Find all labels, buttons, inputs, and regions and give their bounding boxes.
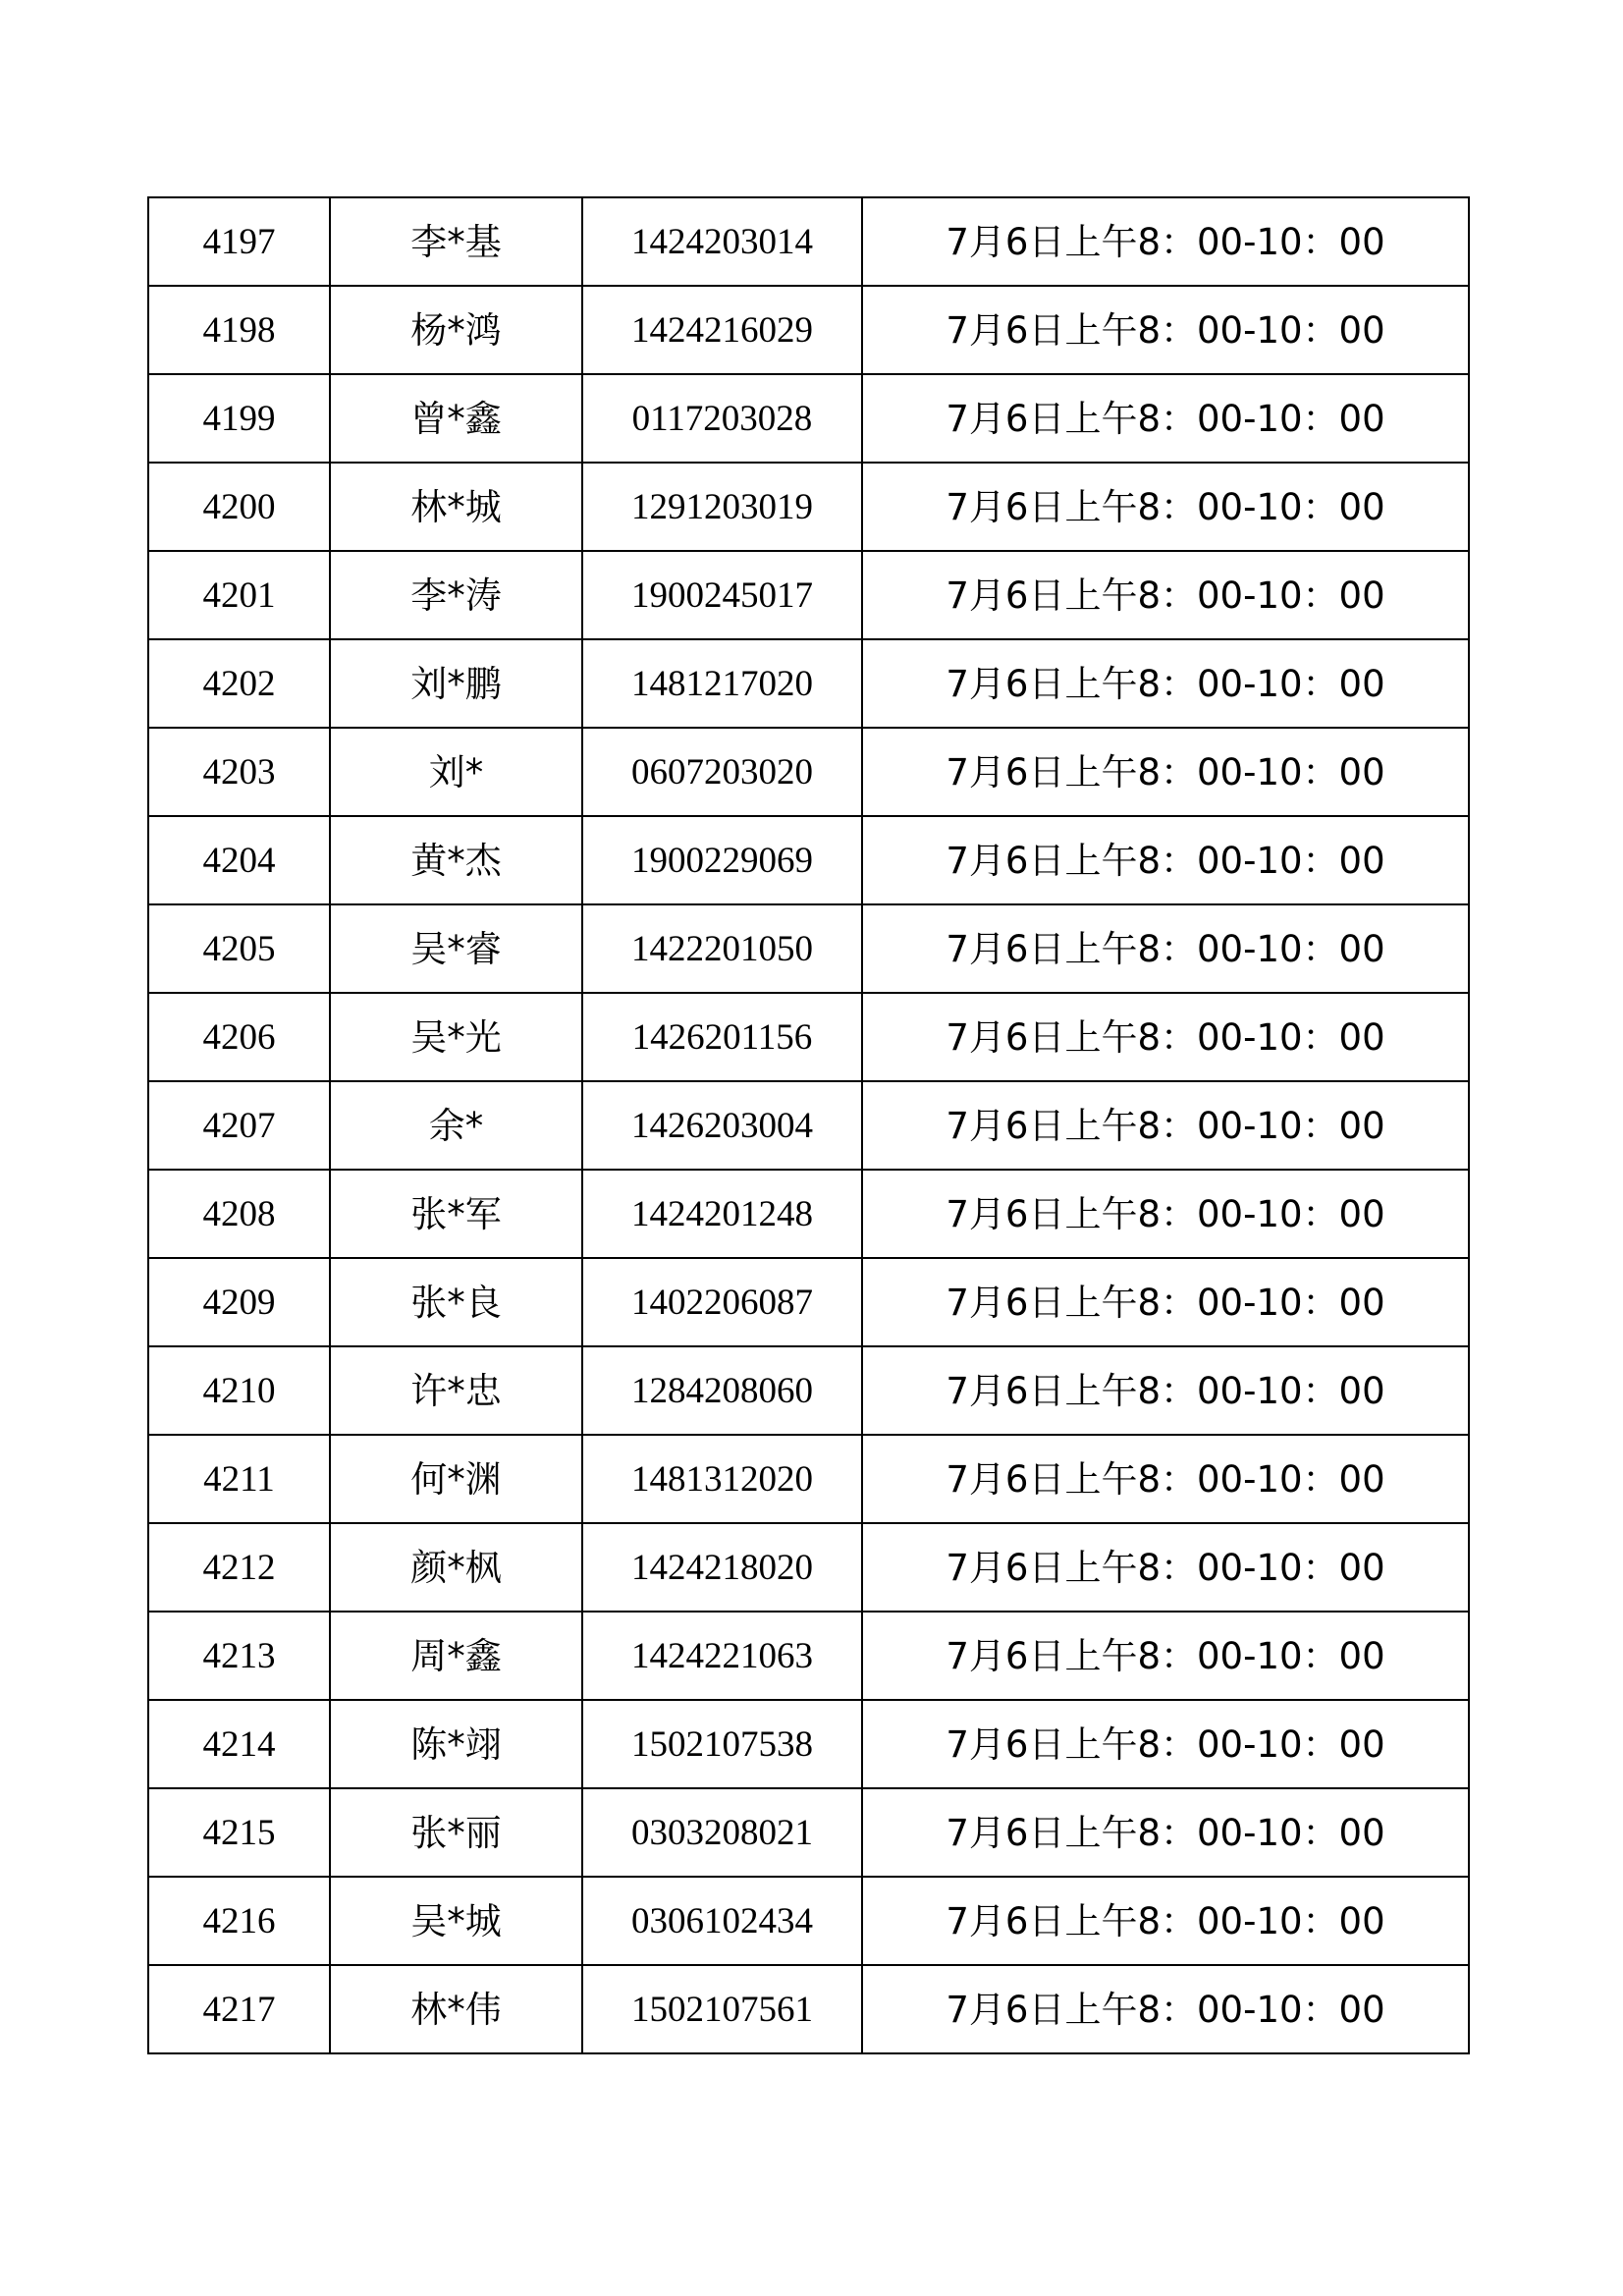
name-cell: 林*伟 [330, 1965, 582, 2053]
student-id-cell: 1424201248 [582, 1170, 862, 1258]
row-number-cell: 4210 [148, 1346, 330, 1435]
exam-time-cell: 7月6日上午8：00-10：00 [862, 1081, 1469, 1170]
student-id-cell: 1422201050 [582, 904, 862, 993]
row-number-cell: 4213 [148, 1612, 330, 1700]
name-cell: 陈*翊 [330, 1700, 582, 1788]
exam-time-cell: 7月6日上午8：00-10：00 [862, 197, 1469, 286]
table-row [148, 1258, 1469, 1346]
name-cell: 李*基 [330, 197, 582, 286]
student-id-cell: 0306102434 [582, 1877, 862, 1965]
student-id-cell: 0117203028 [582, 374, 862, 463]
exam-time-cell: 7月6日上午8：00-10：00 [862, 1788, 1469, 1877]
student-id-cell: 1426201156 [582, 993, 862, 1081]
exam-time-cell: 7月6日上午8：00-10：00 [862, 728, 1469, 816]
table-row [148, 1700, 1469, 1788]
exam-time-cell: 7月6日上午8：00-10：00 [862, 1612, 1469, 1700]
table-row [148, 1612, 1469, 1700]
name-cell: 曾*鑫 [330, 374, 582, 463]
row-number-cell: 4202 [148, 639, 330, 728]
row-number-cell: 4205 [148, 904, 330, 993]
exam-time-cell: 7月6日上午8：00-10：00 [862, 374, 1469, 463]
table-row [148, 1081, 1469, 1170]
row-number-cell: 4198 [148, 286, 330, 374]
name-cell: 周*鑫 [330, 1612, 582, 1700]
row-number-cell: 4200 [148, 463, 330, 551]
student-id-cell: 1424221063 [582, 1612, 862, 1700]
exam-time-cell: 7月6日上午8：00-10：00 [862, 463, 1469, 551]
student-id-cell: 1502107561 [582, 1965, 862, 2053]
student-id-cell: 1502107538 [582, 1700, 862, 1788]
exam-time-cell: 7月6日上午8：00-10：00 [862, 1435, 1469, 1523]
name-cell: 吴*光 [330, 993, 582, 1081]
exam-time-cell: 7月6日上午8：00-10：00 [862, 1523, 1469, 1612]
row-number-cell: 4216 [148, 1877, 330, 1965]
row-number-cell: 4217 [148, 1965, 330, 2053]
exam-time-cell: 7月6日上午8：00-10：00 [862, 1877, 1469, 1965]
exam-time-cell: 7月6日上午8：00-10：00 [862, 286, 1469, 374]
name-cell: 余* [330, 1081, 582, 1170]
student-id-cell: 1900245017 [582, 551, 862, 639]
row-number-cell: 4214 [148, 1700, 330, 1788]
name-cell: 张*丽 [330, 1788, 582, 1877]
student-id-cell: 0607203020 [582, 728, 862, 816]
table-row [148, 374, 1469, 463]
exam-time-cell: 7月6日上午8：00-10：00 [862, 639, 1469, 728]
row-number-cell: 4215 [148, 1788, 330, 1877]
name-cell: 刘* [330, 728, 582, 816]
student-id-cell: 1424203014 [582, 197, 862, 286]
table-row [148, 1788, 1469, 1877]
student-id-cell: 1424216029 [582, 286, 862, 374]
student-id-cell: 1402206087 [582, 1258, 862, 1346]
table-row [148, 463, 1469, 551]
table-row [148, 1346, 1469, 1435]
exam-time-cell: 7月6日上午8：00-10：00 [862, 993, 1469, 1081]
name-cell: 林*城 [330, 463, 582, 551]
row-number-cell: 4206 [148, 993, 330, 1081]
row-number-cell: 4204 [148, 816, 330, 904]
student-id-cell: 1291203019 [582, 463, 862, 551]
row-number-cell: 4199 [148, 374, 330, 463]
exam-time-cell: 7月6日上午8：00-10：00 [862, 1700, 1469, 1788]
table-row [148, 639, 1469, 728]
student-id-cell: 0303208021 [582, 1788, 862, 1877]
name-cell: 许*忠 [330, 1346, 582, 1435]
exam-time-cell: 7月6日上午8：00-10：00 [862, 551, 1469, 639]
row-number-cell: 4207 [148, 1081, 330, 1170]
student-id-cell: 1284208060 [582, 1346, 862, 1435]
exam-time-cell: 7月6日上午8：00-10：00 [862, 1170, 1469, 1258]
name-cell: 颜*枫 [330, 1523, 582, 1612]
table-row [148, 1965, 1469, 2053]
name-cell: 吴*睿 [330, 904, 582, 993]
table-row [148, 728, 1469, 816]
roster-table [147, 196, 1470, 2054]
row-number-cell: 4201 [148, 551, 330, 639]
table-row [148, 904, 1469, 993]
name-cell: 刘*鹏 [330, 639, 582, 728]
table-row [148, 816, 1469, 904]
row-number-cell: 4209 [148, 1258, 330, 1346]
table-row [148, 197, 1469, 286]
exam-time-cell: 7月6日上午8：00-10：00 [862, 1965, 1469, 2053]
student-id-cell: 1426203004 [582, 1081, 862, 1170]
name-cell: 杨*鸿 [330, 286, 582, 374]
name-cell: 吴*城 [330, 1877, 582, 1965]
table-row [148, 286, 1469, 374]
table-row [148, 993, 1469, 1081]
exam-time-cell: 7月6日上午8：00-10：00 [862, 1346, 1469, 1435]
row-number-cell: 4212 [148, 1523, 330, 1612]
student-id-cell: 1900229069 [582, 816, 862, 904]
exam-time-cell: 7月6日上午8：00-10：00 [862, 1258, 1469, 1346]
table-row [148, 551, 1469, 639]
table-row [148, 1523, 1469, 1612]
exam-time-cell: 7月6日上午8：00-10：00 [862, 816, 1469, 904]
student-id-cell: 1424218020 [582, 1523, 862, 1612]
row-number-cell: 4208 [148, 1170, 330, 1258]
name-cell: 张*良 [330, 1258, 582, 1346]
row-number-cell: 4203 [148, 728, 330, 816]
exam-time-cell: 7月6日上午8：00-10：00 [862, 904, 1469, 993]
row-number-cell: 4197 [148, 197, 330, 286]
row-number-cell: 4211 [148, 1435, 330, 1523]
name-cell: 何*渊 [330, 1435, 582, 1523]
student-id-cell: 1481217020 [582, 639, 862, 728]
name-cell: 李*涛 [330, 551, 582, 639]
roster-table-body [148, 197, 1469, 2053]
name-cell: 黄*杰 [330, 816, 582, 904]
table-row [148, 1877, 1469, 1965]
name-cell: 张*军 [330, 1170, 582, 1258]
table-row [148, 1170, 1469, 1258]
table-row [148, 1435, 1469, 1523]
student-id-cell: 1481312020 [582, 1435, 862, 1523]
